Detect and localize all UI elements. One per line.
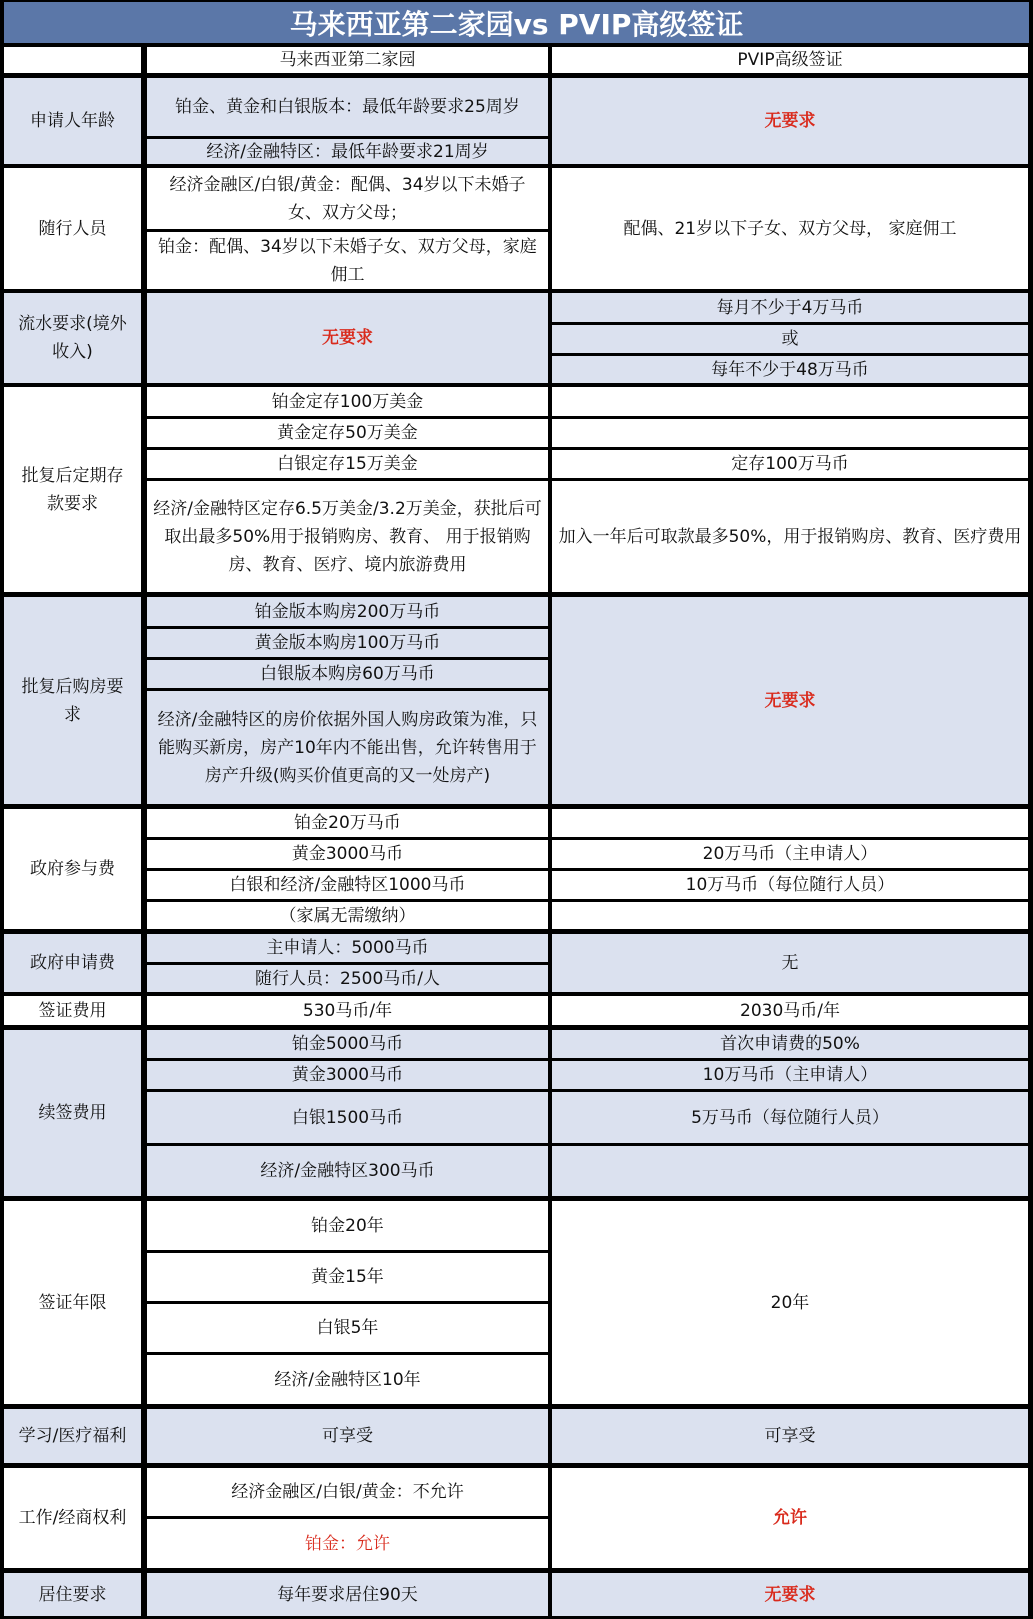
cell-participation-fee-mm2h: （家属无需缴纳） — [147, 902, 548, 929]
cell-deposit-mm2h: 铂金定存100万美金 — [147, 387, 548, 416]
cell-participation-fee-pvip — [552, 809, 1028, 837]
cell-property-mm2h: 经济/金融特区的房价依据外国人购房政策为准，只能购买新房，房产10年内不能出售，允许转售用于房产升级(购买价值更高的又一处房产) — [147, 691, 548, 804]
cell-participation-fee-pvip — [552, 902, 1028, 929]
cell-benefits-pvip: 可享受 — [552, 1409, 1028, 1463]
cell-participation-fee-pvip: 20万马币（主申请人） — [552, 840, 1028, 868]
cell-age-pvip: 无要求 — [552, 78, 1028, 164]
cell-validity-mm2h: 白银5年 — [147, 1304, 548, 1352]
cell-income-pvip: 每年不少于48万马币 — [552, 356, 1028, 383]
cell-participation-fee-mm2h: 铂金20万马币 — [147, 809, 548, 837]
cell-validity-mm2h: 黄金15年 — [147, 1253, 548, 1301]
cell-dependents-pvip: 配偶、21岁以下子女、双方父母， 家庭佣工 — [552, 168, 1028, 289]
row-label-residency: 居住要求 — [4, 1573, 141, 1616]
column-header-mm2h: 马来西亚第二家园 — [147, 47, 548, 73]
row-label-income: 流水要求(境外收入) — [4, 293, 141, 383]
cell-dependents-mm2h: 铂金：配偶、34岁以下未婚子女、双方父母，家庭佣工 — [147, 232, 548, 289]
cell-renewal-fee-pvip — [552, 1146, 1028, 1196]
cell-work-pvip: 允许 — [552, 1468, 1028, 1568]
row-label-application-fee: 政府申请费 — [4, 934, 141, 992]
cell-renewal-fee-mm2h: 白银1500马币 — [147, 1092, 548, 1143]
cell-visa-fee-mm2h: 530马币/年 — [147, 996, 548, 1025]
cell-validity-mm2h: 经济/金融特区10年 — [147, 1355, 548, 1404]
cell-participation-fee-pvip: 10万马币（每位随行人员） — [552, 871, 1028, 899]
row-label-benefits: 学习/医疗福利 — [4, 1409, 141, 1463]
cell-participation-fee-mm2h: 白银和经济/金融特区1000马币 — [147, 871, 548, 899]
row-label-participation-fee: 政府参与费 — [4, 809, 141, 929]
cell-renewal-fee-pvip: 10万马币（主申请人） — [552, 1061, 1028, 1089]
cell-property-pvip: 无要求 — [552, 597, 1028, 804]
cell-income-mm2h: 无要求 — [147, 293, 548, 383]
cell-validity-mm2h: 铂金20年 — [147, 1201, 548, 1250]
cell-deposit-pvip: 定存100万马币 — [552, 450, 1028, 478]
cell-participation-fee-mm2h: 黄金3000马币 — [147, 840, 548, 868]
cell-renewal-fee-pvip: 首次申请费的50% — [552, 1030, 1028, 1058]
row-label-visa-fee: 签证费用 — [4, 996, 141, 1025]
cell-property-mm2h: 铂金版本购房200万马币 — [147, 597, 548, 626]
cell-age-mm2h: 经济/金融特区：最低年龄要求21周岁 — [147, 139, 548, 164]
cell-income-pvip: 每月不少于4万马币 — [552, 293, 1028, 322]
column-header-pvip: PVIP高级签证 — [552, 47, 1028, 73]
cell-validity-pvip: 20年 — [552, 1201, 1028, 1404]
cell-income-pvip: 或 — [552, 325, 1028, 353]
row-label-property: 批复后购房要求 — [4, 597, 141, 804]
cell-application-fee-mm2h: 主申请人：5000马币 — [147, 934, 548, 962]
table-title: 马来西亚第二家园vs PVIP高级签证 — [4, 2, 1029, 43]
row-label-age: 申请人年龄 — [4, 78, 141, 164]
cell-deposit-pvip — [552, 387, 1028, 416]
row-label-dependents: 随行人员 — [4, 168, 141, 289]
cell-application-fee-mm2h: 随行人员：2500马币/人 — [147, 965, 548, 992]
cell-work-mm2h: 铂金：允许 — [147, 1519, 548, 1568]
cell-deposit-pvip: 加入一年后可取款最多50%，用于报销购房、教育、医疗费用 — [552, 481, 1028, 592]
row-label-deposit: 批复后定期存款要求 — [4, 387, 141, 592]
row-label-renewal-fee: 续签费用 — [4, 1030, 141, 1196]
cell-dependents-mm2h: 经济金融区/白银/黄金：配偶、34岁以下未婚子女、双方父母； — [147, 168, 548, 229]
cell-renewal-fee-mm2h: 铂金5000马币 — [147, 1030, 548, 1058]
cell-property-mm2h: 黄金版本购房100万马币 — [147, 629, 548, 657]
cell-renewal-fee-mm2h: 经济/金融特区300马币 — [147, 1146, 548, 1196]
cell-deposit-mm2h: 经济/金融特区定存6.5万美金/3.2万美金，获批后可取出最多50%用于报销购房、教育、 用于报销购房、教育、医疗、境内旅游费用 — [147, 481, 548, 592]
cell-work-mm2h: 经济金融区/白银/黄金：不允许 — [147, 1468, 548, 1516]
row-label-work: 工作/经商权利 — [4, 1468, 141, 1568]
row-label-validity: 签证年限 — [4, 1201, 141, 1404]
cell-property-mm2h: 白银版本购房60万马币 — [147, 660, 548, 688]
cell-deposit-mm2h: 白银定存15万美金 — [147, 450, 548, 478]
cell-residency-pvip: 无要求 — [552, 1573, 1028, 1616]
cell-benefits-mm2h: 可享受 — [147, 1409, 548, 1463]
table-header-corner — [4, 47, 141, 73]
cell-application-fee-pvip: 无 — [552, 934, 1028, 992]
cell-renewal-fee-mm2h: 黄金3000马币 — [147, 1061, 548, 1089]
cell-residency-mm2h: 每年要求居住90天 — [147, 1573, 548, 1616]
cell-renewal-fee-pvip: 5万马币（每位随行人员） — [552, 1092, 1028, 1143]
cell-deposit-mm2h: 黄金定存50万美金 — [147, 419, 548, 447]
cell-deposit-pvip — [552, 419, 1028, 447]
cell-visa-fee-pvip: 2030马币/年 — [552, 996, 1028, 1025]
cell-age-mm2h: 铂金、黄金和白银版本：最低年龄要求25周岁 — [147, 78, 548, 136]
